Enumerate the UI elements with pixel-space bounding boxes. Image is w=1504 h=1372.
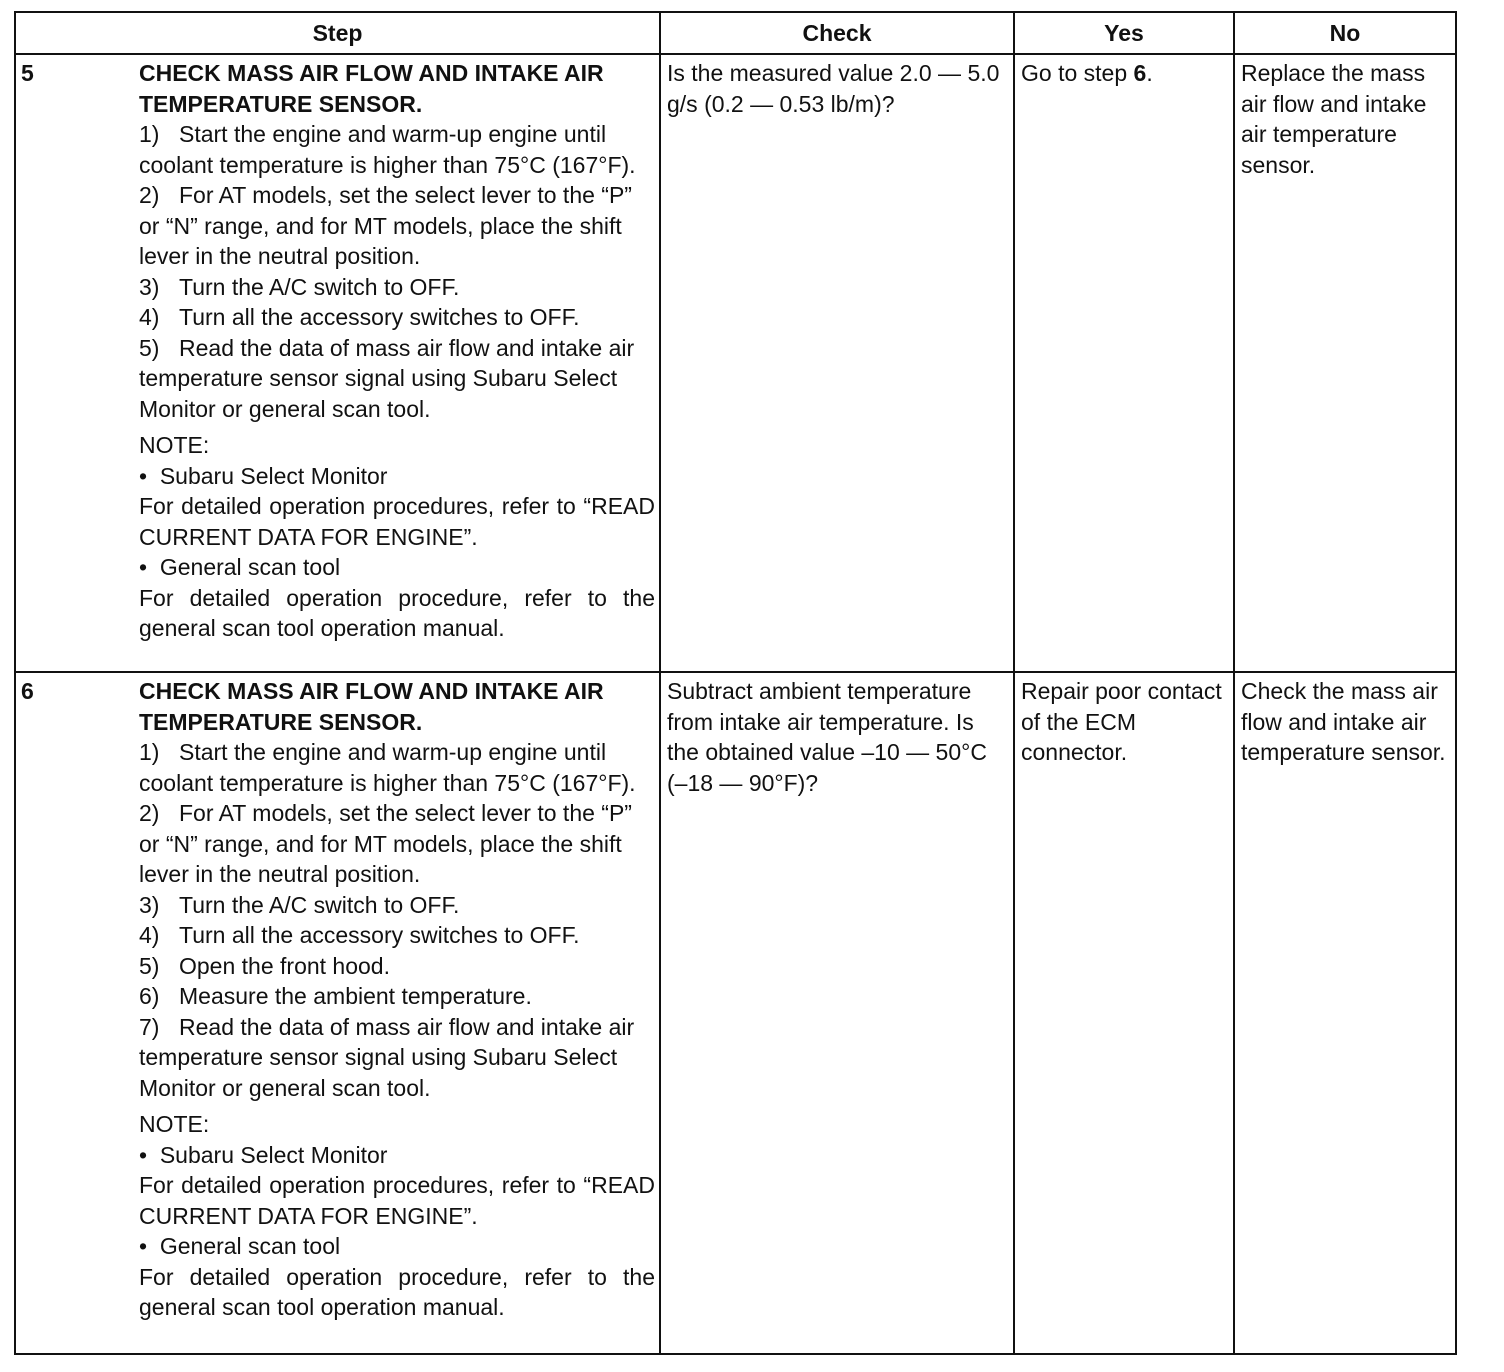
procedure-step: 5) Read the data of mass air flow and intake air temperature sensor signal using Subaru Select Monitor or general scan tool. — [139, 334, 635, 422]
no-cell — [1234, 54, 1456, 672]
yes-text: Repair poor contact of the ECM connector. — [1021, 678, 1222, 765]
header-step: Step — [15, 12, 660, 54]
procedure-step: 2) For AT models, set the select lever to the “P” or “N” range, and for MT models, place the shift lever in the neutral position. — [139, 800, 632, 887]
procedure-step: 6) Measure the ambient temperature. — [139, 983, 532, 1009]
note-bullet: • Subaru Select Monitor — [139, 1141, 388, 1168]
check-cell — [660, 54, 1014, 672]
step-title: CHECK MASS AIR FLOW AND INTAKE AIR TEMPERATURE SENSOR. — [139, 678, 604, 735]
procedure-step: 4) Turn all the accessory switches to OFF. — [139, 922, 580, 948]
no-cell — [1234, 672, 1456, 1354]
no-text: Check the mass air flow and intake air temperature sensor. — [1241, 678, 1446, 765]
no-text: Replace the mass air flow and intake air temperature sensor. — [1241, 60, 1427, 178]
note-text: For detailed operation procedures, refer to “READ CURRENT DATA FOR ENGINE”. — [139, 1172, 655, 1229]
procedure-step: 3) Turn the A/C switch to OFF. — [139, 273, 460, 300]
header-check: Check — [660, 12, 1014, 54]
table-row — [15, 54, 1456, 672]
check-text: Subtract ambient temperature from intake air temperature. Is the obtained value –10 — 50°C (–18 — 90°F)? — [667, 678, 987, 796]
note-bullet: • General scan tool — [139, 554, 341, 580]
check-text: Is the measured value 2.0 — 5.0 g/s (0.2 — 0.53 lb/m)? — [667, 60, 1000, 117]
header-row — [15, 12, 1456, 54]
step-cell — [15, 672, 660, 1354]
header-no: No — [1234, 12, 1456, 54]
step-link: 6 — [1133, 60, 1147, 86]
step-number: 6 — [21, 678, 34, 704]
note-text: For detailed operation procedures, refer to “READ CURRENT DATA FOR ENGINE”. — [139, 493, 655, 550]
note-text: For detailed operation procedure, refer to the general scan tool operation manual. — [139, 584, 655, 641]
note-label: NOTE: — [139, 432, 210, 458]
yes-text: Go to step 6. — [1021, 60, 1153, 86]
procedure-step: 3) Turn the A/C switch to OFF. — [139, 891, 460, 918]
note-label: NOTE: — [139, 1111, 210, 1137]
note-bullet: • Subaru Select Monitor — [139, 462, 388, 489]
header-yes: Yes — [1014, 12, 1234, 54]
yes-cell — [1014, 672, 1234, 1354]
procedure-step: 2) For AT models, set the select lever to the “P” or “N” range, and for MT models, place the shift lever in the neutral position. — [139, 182, 632, 269]
note-text: For detailed operation procedure, refer to the general scan tool operation manual. — [139, 1263, 655, 1320]
table-row — [15, 672, 1456, 1354]
check-cell — [660, 672, 1014, 1354]
step-title: CHECK MASS AIR FLOW AND INTAKE AIR TEMPERATURE SENSOR. — [139, 60, 604, 117]
diagnostic-table — [14, 11, 1457, 1355]
step-cell — [15, 54, 660, 672]
step-number: 5 — [21, 60, 34, 86]
yes-cell — [1014, 54, 1234, 672]
note-bullet: • General scan tool — [139, 1233, 341, 1259]
procedure-step: 1) Start the engine and warm-up engine until coolant temperature is higher than 75°C (167°F). — [139, 121, 636, 178]
procedure-step: 7) Read the data of mass air flow and intake air temperature sensor signal using Subaru Select Monitor or general scan tool. — [139, 1013, 635, 1101]
step-body — [139, 673, 659, 1323]
procedure-step: 4) Turn all the accessory switches to OFF. — [139, 304, 580, 330]
procedure-step: 1) Start the engine and warm-up engine until coolant temperature is higher than 75°C (167°F). — [139, 739, 636, 796]
procedure-step: 5) Open the front hood. — [139, 952, 390, 979]
step-body — [139, 55, 659, 644]
